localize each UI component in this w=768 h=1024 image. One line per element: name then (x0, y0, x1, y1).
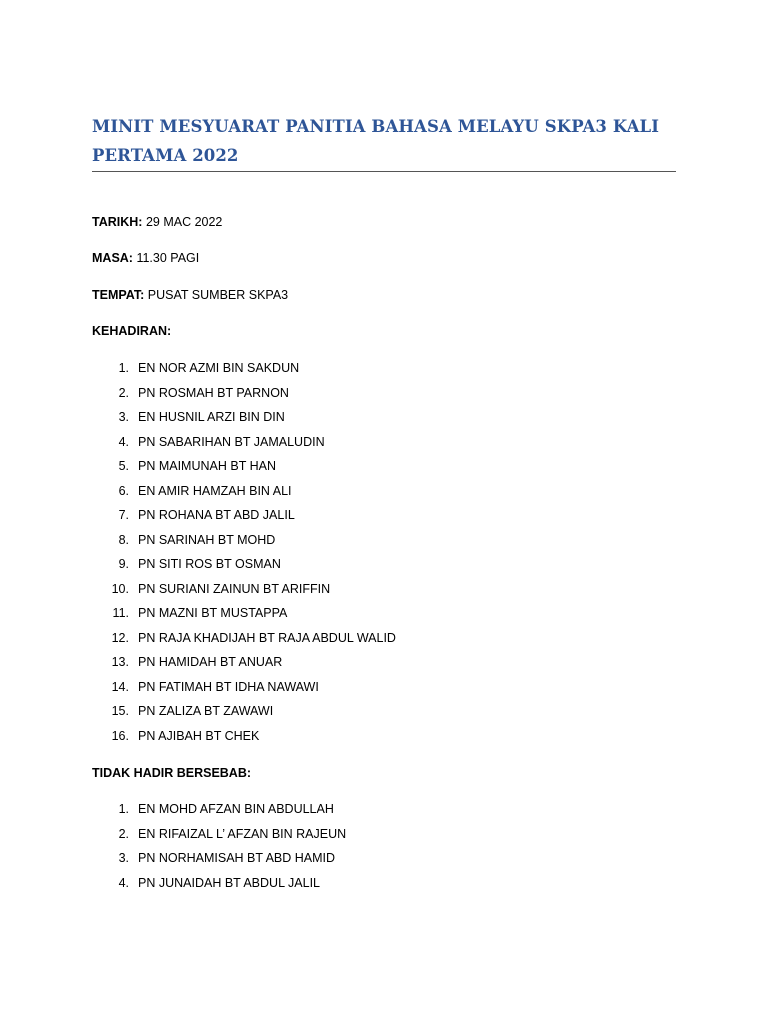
list-item-number: 6. (118, 483, 129, 498)
list-item-name: PN MAIMUNAH BT HAN (138, 459, 276, 473)
list-item (92, 430, 396, 455)
list-item (92, 871, 346, 896)
list-item-number: 1. (118, 802, 129, 816)
list-item-number: 2. (118, 385, 129, 400)
document-title: MINIT MESYUARAT PANITIA BAHASA MELAYU SKPA3 KALI PERTAMA 2022 (92, 117, 660, 165)
list-item-name: PN ZALIZA BT ZAWAWI (138, 704, 274, 718)
list-item-number: 1. (118, 361, 129, 375)
list-item-name: PN ROHANA BT ABD JALIL (138, 508, 295, 522)
field-tempat (92, 287, 288, 303)
list-item (92, 601, 396, 626)
kehadiran-list (92, 356, 396, 748)
field-tarikh-value: 29 MAC 2022 (145, 215, 223, 229)
list-item-name: PN RAJA KHADIJAH BT RAJA ABDUL WALID (138, 630, 396, 645)
list-item-number: 3. (118, 851, 129, 865)
list-item (92, 699, 396, 724)
title-underline (92, 171, 676, 172)
list-item-number: 12. (111, 630, 129, 645)
field-masa (92, 250, 199, 266)
list-item (92, 650, 396, 675)
list-item (92, 626, 396, 651)
list-item-name: PN FATIMAH BT IDHA NAWAWI (138, 679, 319, 694)
field-masa-label: MASA: (92, 251, 133, 265)
list-item-number: 5. (118, 459, 129, 473)
list-item-name: EN MOHD AFZAN BIN ABDULLAH (138, 802, 334, 816)
list-item (92, 479, 396, 504)
list-item (92, 552, 396, 577)
tidak-hadir-list (92, 797, 346, 895)
list-item (92, 797, 346, 822)
list-item (92, 846, 346, 871)
list-item (92, 577, 396, 602)
list-item-name: PN JUNAIDAH BT ABDUL JALIL (138, 875, 321, 890)
list-item-number: 10. (111, 581, 129, 596)
list-item (92, 381, 396, 406)
list-item (92, 356, 396, 381)
list-item-name: PN SARINAH BT MOHD (138, 532, 276, 547)
list-item-name: EN AMIR HAMZAH BIN ALI (138, 483, 292, 498)
field-masa-value: 11.30 PAGI (136, 251, 200, 265)
list-item-number: 14. (111, 679, 129, 694)
list-item-name: EN NOR AZMI BIN SAKDUN (138, 361, 300, 375)
list-item-name: EN RIFAIZAL L’ AFZAN BIN RAJEUN (138, 826, 347, 841)
list-item-number: 7. (118, 508, 129, 522)
list-item-number: 16. (111, 728, 129, 743)
list-item-name: PN SURIANI ZAINUN BT ARIFFIN (138, 581, 331, 596)
list-item-name: PN NORHAMISAH BT ABD HAMID (138, 851, 336, 865)
list-item-number: 4. (118, 875, 129, 890)
list-item-number: 8. (118, 532, 129, 547)
list-item-number: 13. (111, 655, 129, 669)
tidak-hadir-heading: TIDAK HADIR BERSEBAB: (92, 766, 252, 780)
list-item-number: 3. (118, 410, 129, 424)
list-item-name: PN HAMIDAH BT ANUAR (138, 655, 283, 669)
list-item-name: PN MAZNI BT MUSTAPPA (138, 606, 288, 620)
list-item (92, 503, 396, 528)
list-item (92, 454, 396, 479)
list-item-number: 9. (118, 557, 129, 571)
document-page (92, 112, 676, 890)
list-item (92, 405, 396, 430)
list-item (92, 724, 396, 749)
list-item-name: PN ROSMAH BT PARNON (138, 385, 289, 400)
list-item-number: 15. (111, 704, 129, 718)
field-tempat-label: TEMPAT: (92, 288, 145, 302)
list-item-number: 2. (118, 826, 129, 841)
list-item-name: PN SABARIHAN BT JAMALUDIN (138, 434, 325, 449)
list-item-number: 11. (112, 606, 129, 620)
list-item-name: PN AJIBAH BT CHEK (138, 728, 260, 743)
list-item-name: PN SITI ROS BT OSMAN (138, 557, 281, 571)
list-item (92, 822, 346, 847)
list-item (92, 528, 396, 553)
kehadiran-heading: KEHADIRAN: (92, 324, 172, 338)
field-tarikh-label: TARIKH: (92, 215, 143, 229)
list-item-name: EN HUSNIL ARZI BIN DIN (138, 410, 285, 424)
field-tempat-value: PUSAT SUMBER SKPA3 (147, 288, 289, 302)
field-tarikh (92, 214, 222, 230)
list-item-number: 4. (118, 434, 129, 449)
list-item (92, 675, 396, 700)
